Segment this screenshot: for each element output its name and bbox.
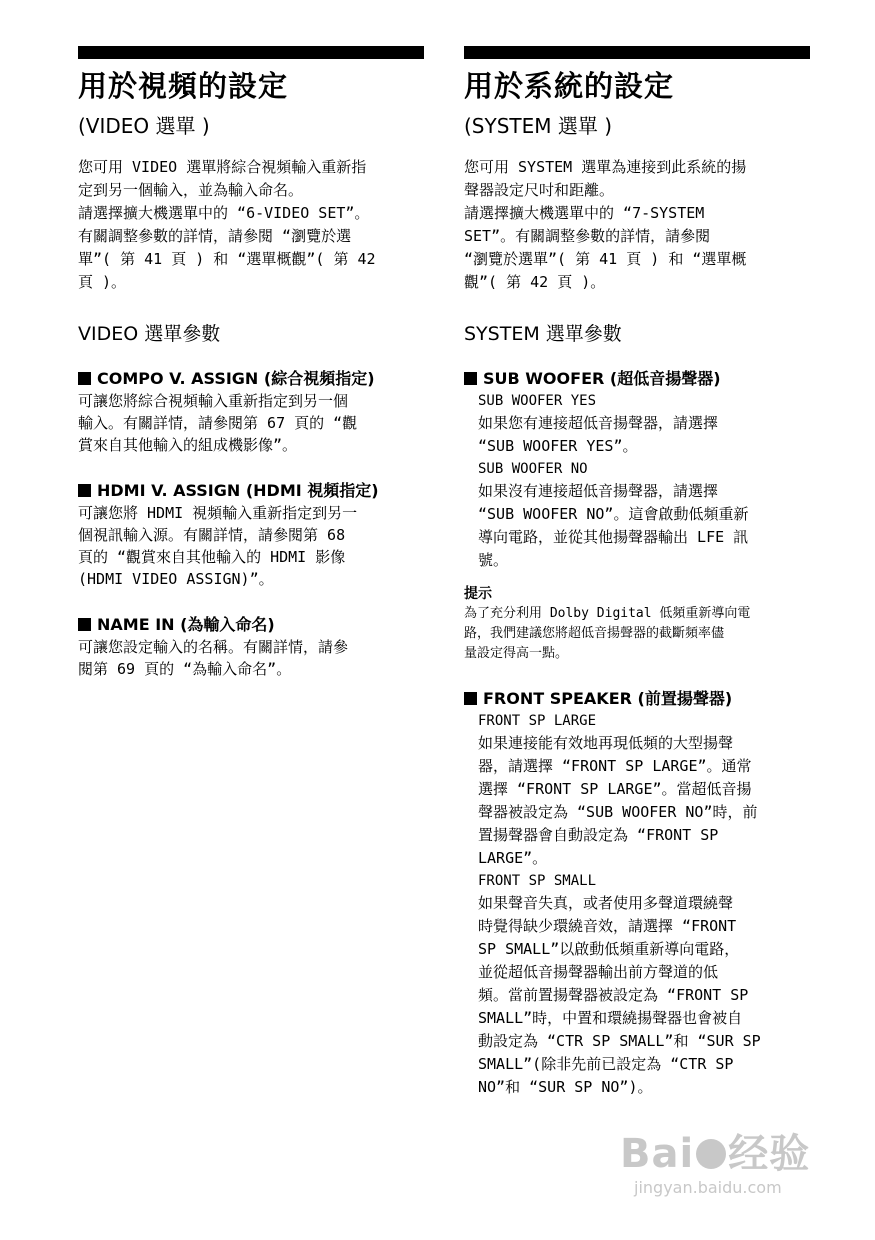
square-bullet-icon (464, 692, 477, 705)
option-desc-line: “SUB WOOFER YES”。 (478, 437, 638, 455)
option-desc-line: 時覺得缺少環繞音效，請選擇 “FRONT (478, 917, 737, 935)
section-rule (78, 46, 424, 59)
watermark-logo-text: 经验 (728, 1131, 811, 1177)
tip-heading: 提示 (464, 586, 492, 602)
option-desc-line: 如果您有連接超低音揚聲器，請選擇 (478, 414, 719, 432)
option-desc-line: LARGE”。 (478, 849, 548, 867)
option-desc-line: SMALL”時，中置和環繞揚聲器也會被自 (478, 1009, 743, 1027)
intro-line: 定到另一個輸入，並為輸入命名。 (78, 181, 304, 199)
option-name: FRONT SP LARGE (478, 713, 597, 729)
intro-line: 您可用 VIDEO 選單將綜合視頻輸入重新指 (78, 158, 367, 176)
option-desc-line: 動設定為 “CTR SP SMALL”和 “SUR SP (478, 1032, 761, 1050)
watermark-logo (620, 1130, 840, 1178)
param-body-line: 閱第 69 頁的 “為輸入命名”。 (78, 660, 292, 678)
section-heading: SYSTEM 選單參數 (464, 323, 622, 345)
intro-line: 頁 )。 (78, 273, 127, 291)
baidu-watermark (620, 1130, 840, 1210)
intro-line: SET”。有關調整參數的詳情，請參閱 (464, 227, 711, 245)
option-desc-line: 置揚聲器會自動設定為 “FRONT SP (478, 826, 719, 844)
param-heading (78, 480, 424, 502)
param-body-line: 頁的 “觀賞來自其他輸入的 HDMI 影像 (78, 548, 346, 566)
square-bullet-icon (464, 372, 477, 385)
intro-line: 單”( 第 41 頁 ) 和 “選單概觀”( 第 42 (78, 250, 376, 268)
square-bullet-icon (78, 372, 91, 385)
page-subtitle: (SYSTEM 選單 ) (464, 114, 613, 138)
option-desc-line: 如果沒有連接超低音揚聲器，請選擇 (478, 482, 719, 500)
option-desc-line: 頻。當前置揚聲器被設定為 “FRONT SP (478, 986, 749, 1004)
param-body-line: 賞來自其他輸入的組成機影像”。 (78, 436, 298, 454)
option-desc-line: SMALL”(除非先前已設定為 “CTR SP (478, 1055, 734, 1073)
intro-line: “瀏覽於選單”( 第 41 頁 ) 和 “選單概 (464, 250, 747, 268)
option-desc-line: 並從超低音揚聲器輸出前方聲道的低 (478, 963, 719, 981)
page-title: 用於視頻的設定 (78, 69, 289, 103)
video-settings-column (78, 46, 424, 680)
section-rule (464, 46, 810, 59)
intro-line: 有關調整參數的詳情，請參閱 “瀏覽於選 (78, 227, 352, 245)
option-desc-line: 器，請選擇 “FRONT SP LARGE”。通常 (478, 757, 752, 775)
param-body-line: 可讓您將綜合視頻輸入重新指定到另一個 (78, 392, 349, 410)
option-desc-line: 如果連接能有效地再現低頻的大型揚聲 (478, 734, 734, 752)
intro-line: 觀”( 第 42 頁 )。 (464, 273, 606, 291)
intro-text (464, 156, 810, 294)
option-desc-line: 號。 (478, 551, 509, 569)
param-heading-text: SUB WOOFER (超低音揚聲器) (483, 369, 721, 388)
option-desc-line: SP SMALL”以啟動低頻重新導向電路， (478, 940, 740, 958)
intro-line: 您可用 SYSTEM 選單為連接到此系統的揚 (464, 158, 747, 176)
intro-line: 聲器設定尺吋和距離。 (464, 181, 615, 199)
section-heading: VIDEO 選單參數 (78, 323, 221, 345)
param-heading (78, 614, 424, 636)
param-heading-text: HDMI V. ASSIGN (HDMI 視頻指定) (97, 481, 379, 500)
tip-body-line: 為了充分利用 Dolby Digital 低頻重新導向電 (464, 606, 751, 621)
option-name: SUB WOOFER NO (478, 461, 588, 477)
tip-body-line: 路，我們建議您將超低音揚聲器的截斷頻率儘 (464, 626, 725, 641)
tip-body-line: 量設定得高一點。 (464, 646, 569, 661)
option-desc-line: “SUB WOOFER NO”。這會啟動低頻重新 (478, 505, 749, 523)
param-body-line: 個視訊輸入源。有關詳情，請參閱第 68 (78, 526, 346, 544)
param-heading (464, 688, 810, 710)
option-name: SUB WOOFER YES (478, 393, 597, 409)
param-body-line: 可讓您將 HDMI 視頻輸入重新指定到另一 (78, 504, 358, 522)
square-bullet-icon (78, 618, 91, 631)
watermark-url: jingyan.baidu.com (634, 1178, 782, 1197)
option-name: FRONT SP SMALL (478, 873, 597, 889)
param-body-line: 可讓您設定輸入的名稱。有關詳情，請參 (78, 638, 349, 656)
param-heading (464, 368, 810, 390)
page-subtitle: (VIDEO 選單 ) (78, 114, 210, 138)
option-desc-line: 選擇 “FRONT SP LARGE”。當超低音揚 (478, 780, 752, 798)
option-desc-line: 如果聲音失真，或者使用多聲道環繞聲 (478, 894, 734, 912)
square-bullet-icon (78, 484, 91, 497)
option-desc-line: 導向電路，並從其他揚聲器輸出 LFE 訊 (478, 528, 749, 546)
intro-text (78, 156, 424, 294)
watermark-logo-text: Bai (620, 1131, 695, 1177)
option-desc-line: NO”和 “SUR SP NO”)。 (478, 1078, 653, 1096)
param-body-line: 輸入。有關詳情，請參閱第 67 頁的 “觀 (78, 414, 358, 432)
param-heading (78, 368, 424, 390)
param-heading-text: NAME IN (為輸入命名) (97, 615, 275, 634)
paw-icon (696, 1139, 726, 1169)
param-heading-text: FRONT SPEAKER (前置揚聲器) (483, 689, 733, 708)
intro-line: 請選擇擴大機選單中的 “6-VIDEO SET”。 (78, 204, 370, 222)
intro-line: 請選擇擴大機選單中的 “7-SYSTEM (464, 204, 705, 222)
page-title: 用於系統的設定 (464, 69, 675, 103)
option-desc-line: 聲器被設定為 “SUB WOOFER NO”時，前 (478, 803, 758, 821)
param-body-line: (HDMI VIDEO ASSIGN)”。 (78, 570, 274, 588)
system-settings-column (464, 46, 810, 1099)
param-heading-text: COMPO V. ASSIGN (綜合視頻指定) (97, 369, 375, 388)
